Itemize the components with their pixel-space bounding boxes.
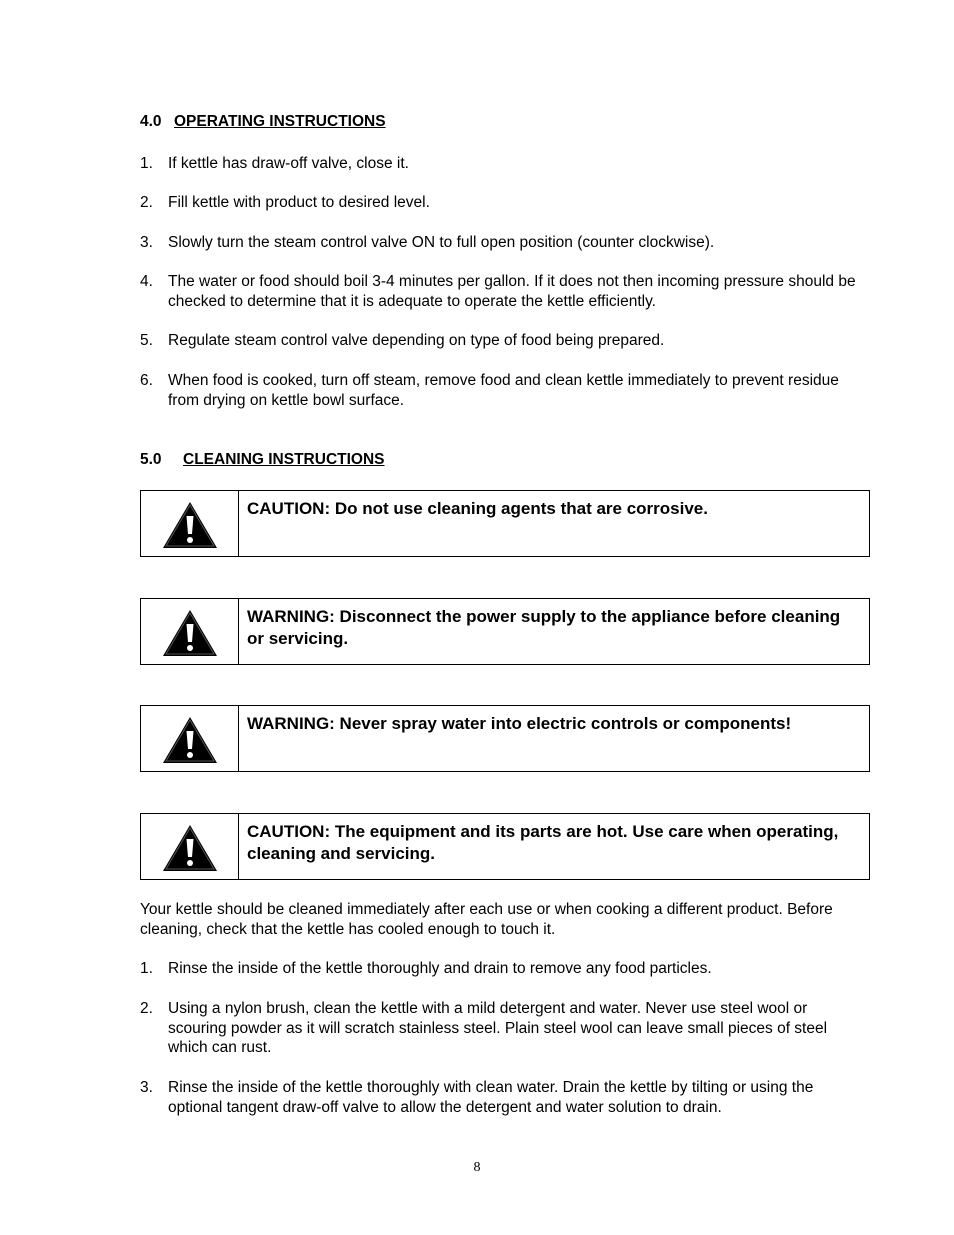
warning-triangle-icon [161, 715, 219, 765]
list-item-number: 4. [140, 273, 153, 290]
list-item-text: Slowly turn the steam control valve ON to full open position (counter clockwise). [168, 234, 715, 251]
list-item [140, 193, 870, 213]
icon-cell [141, 491, 239, 556]
list-item-text: If kettle has draw-off valve, close it. [168, 155, 409, 172]
warning-triangle-icon [161, 608, 219, 658]
list-item [140, 233, 870, 253]
list-item-text: Fill kettle with product to desired level. [168, 194, 430, 211]
list-item-number: 5. [140, 332, 153, 349]
list-item [140, 154, 870, 174]
section-number: 5.0 [140, 451, 162, 468]
cleaning-intro: Your kettle should be cleaned immediately after each use or when cooking a different product. Before cleaning, check that the kettle has cooled enough to touch it. [140, 901, 833, 938]
list-item-number: 3. [140, 234, 153, 251]
list-item-number: 1. [140, 960, 153, 977]
list-item [140, 1078, 870, 1117]
warning-triangle-icon [161, 823, 219, 873]
list-item-number: 2. [140, 1000, 153, 1017]
list-item [140, 999, 870, 1058]
section-title: CLEANING INSTRUCTIONS [183, 451, 385, 468]
warning-triangle-icon [161, 500, 219, 550]
list-item-text: The water or food should boil 3-4 minutes per gallon. If it does not then incoming pressure should be checked to determine that it is adequate to operate the kettle efficiently. [168, 273, 856, 310]
notice-text: CAUTION: Do not use cleaning agents that are corrosive. [247, 499, 708, 518]
icon-cell [141, 599, 239, 664]
page-number: 8 [473, 1160, 481, 1175]
warning-box [140, 598, 870, 665]
list-item [140, 272, 870, 311]
section-5-heading [140, 451, 385, 469]
list-item-text: Rinse the inside of the kettle thoroughly with clean water. Drain the kettle by tilting or using the optional tangent draw-off valve to allow the detergent and water solution to drain. [168, 1079, 814, 1116]
list-item-text: Using a nylon brush, clean the kettle with a mild detergent and water. Never use steel wool or scouring powder as it will scratch stainless steel. Plain steel wool can leave small pieces of steel which can rust. [168, 1000, 828, 1056]
caution-box [140, 490, 870, 557]
list-item-number: 6. [140, 372, 153, 389]
icon-cell [141, 814, 239, 879]
list-item-text: When food is cooked, turn off steam, remove food and clean kettle immediately to prevent residue from drying on kettle bowl surface. [168, 372, 839, 409]
list-item-number: 1. [140, 155, 153, 172]
caution-box [140, 813, 870, 880]
section-title: OPERATING INSTRUCTIONS [174, 113, 386, 130]
list-item-text: Regulate steam control valve depending on type of food being prepared. [168, 332, 665, 349]
list-item-number: 3. [140, 1079, 153, 1096]
list-item [140, 331, 870, 351]
notice-text: CAUTION: The equipment and its parts are hot. Use care when operating, cleaning and servicing. [247, 822, 839, 863]
section-number: 4.0 [140, 113, 162, 130]
list-item-text: Rinse the inside of the kettle thoroughly and drain to remove any food particles. [168, 960, 712, 977]
section-4-heading [140, 113, 386, 131]
notice-text: WARNING: Disconnect the power supply to the appliance before cleaning or servicing. [247, 607, 841, 648]
warning-box [140, 705, 870, 772]
list-item [140, 371, 870, 410]
list-item-number: 2. [140, 194, 153, 211]
icon-cell [141, 706, 239, 771]
notice-text: WARNING: Never spray water into electric controls or components! [247, 714, 792, 733]
list-item [140, 959, 870, 979]
